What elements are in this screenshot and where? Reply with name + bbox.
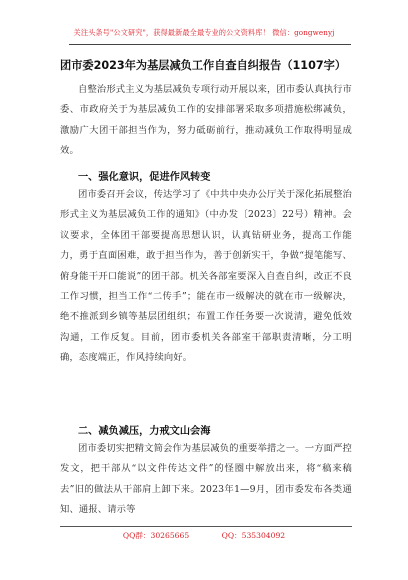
footer-qq-group: QQ群：30265665 xyxy=(122,531,190,540)
footer-contact xyxy=(0,530,408,541)
document-title: 团市委2023年为基层减负工作自查自纠报告（1107字） xyxy=(60,59,347,72)
top-divider xyxy=(69,44,351,45)
top-banner: 关注头条号"公文研究"，获得最新最全最专业的公文资料库！ 微信：gongwenyj xyxy=(73,28,335,37)
footer-divider xyxy=(60,526,352,527)
section-heading-2: 二、减负减压，力戒文山会海 xyxy=(78,426,211,437)
section-paragraph-1: 团市委召开会议，传达学习了《中共中央办公厅关于深化拓展整治形式主义为基层减负工作的通知》（中办发〔2023〕22号）精神。会议要求，全体团干部要提高思想认识，认真钻研业务，提高工作能力，勇于直面困难，敢于担当作为，善于创新实干，争做“提笔能写、俯身能干开口能说”的团干部。机关各部室要深入自查自纠，改正不良工作习惯，担当工作“二传手”；能在市一级解决的就在市一级解决，绝不推派到乡镇等基层团组织；布置工作任务要一次说清，避免低效沟通，工作反复。目前，团市委机关各部室干部职责清晰，分工明确，态度端正，作风持续向好。 xyxy=(60,189,352,364)
section-heading-1: 一、强化意识，促进作风转变 xyxy=(78,172,211,183)
intro-paragraph: 自整治形式主义为基层减负专项行动开展以来，团市委认真执行市委、市政府关于为基层减负工作的安排部署采取多项措施松绑减负，激励广大团干部担当作为，努力砥砺前行，推动减负工作取得明显成效。 xyxy=(60,84,352,157)
footer-qq: QQ：535304092 xyxy=(221,531,286,540)
section-paragraph-2: 团市委切实把精文简会作为基层减负的重要举措之一。一方面严控发文，把干部从“以文件传达文件”的怪圈中解放出来，将“稿来稿去”旧的做法从干部肩上卸下来。2023年1—9月，团市委发布各类通知、通报、请示等 xyxy=(60,443,352,516)
